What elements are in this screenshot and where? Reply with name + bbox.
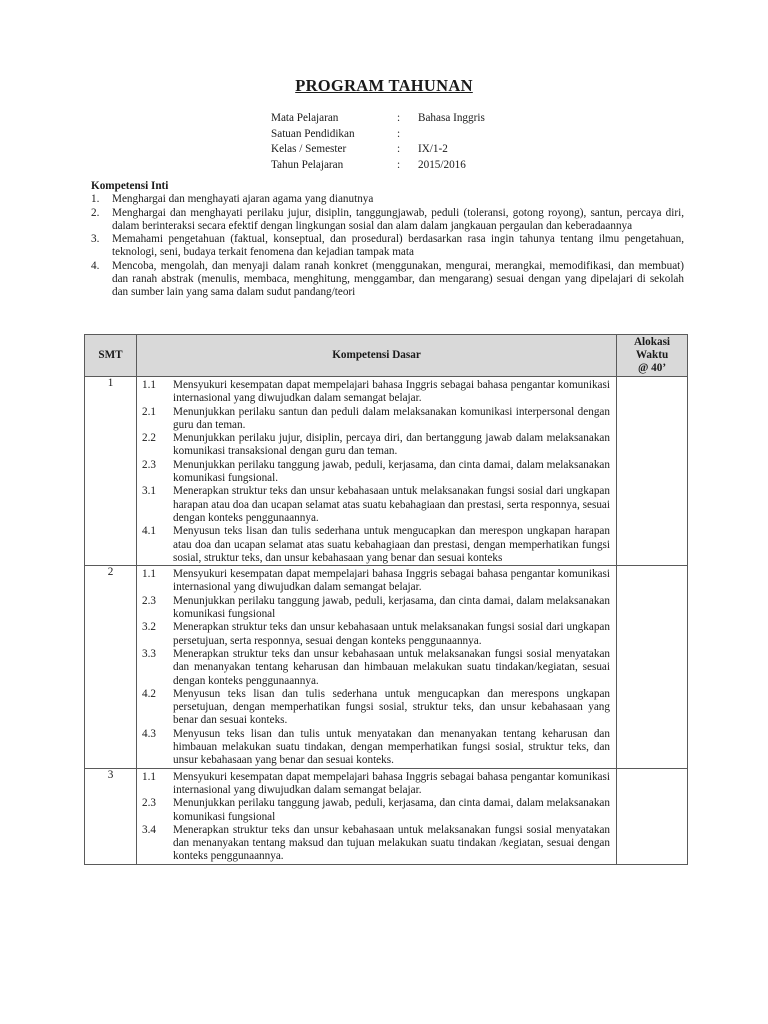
kd-cell [137, 566, 617, 768]
alokasi-cell [617, 377, 688, 566]
kd-code: 2.2 [142, 432, 156, 445]
table-row [85, 566, 688, 768]
list-text: Menghargai dan menghayati perilaku jujur, disiplin, tanggungjawab, peduli (toleransi, gotong royong), santun, percaya diri, dalam berinteraksi secara efektif dengan lingkungan sosial dan alam dalam jangkauan pergaulan dan keberadaannya [112, 206, 684, 232]
kd-code: 2.3 [142, 797, 156, 810]
meta-value: IX/1-2 [418, 143, 448, 155]
smt-cell: 1 [85, 377, 137, 566]
kompetensi-inti-item [91, 233, 684, 260]
meta-label: Tahun Pelajaran [271, 158, 344, 171]
kd-cell [137, 768, 617, 864]
kd-item [137, 648, 616, 688]
kd-text: Menunjukkan perilaku tanggung jawab, peduli, kerjasama, dan cinta damai, dalam melaksanakan komunikasi fungsional. [173, 458, 610, 485]
kd-code: 2.3 [142, 458, 156, 471]
kd-item [137, 485, 616, 525]
kd-text: Mensyukuri kesempatan dapat mempelajari bahasa Inggris sebagai bahasa pengantar komunikasi internasional yang diwujudkan dalam semangat belajar. [173, 379, 610, 405]
kd-code: 3.1 [142, 485, 156, 498]
kd-item [137, 621, 616, 648]
kd-code: 1.1 [142, 568, 156, 581]
kd-text: Menerapkan struktur teks dan unsur kebahasaan untuk melaksanakan fungsi sosial menyatakan dan menanyakan tentang maksud dan tujuan melakukan suatu tindakan /kegiatan, sesuai dengan konteks penggunaannya. [173, 823, 610, 863]
header-alokasi-line: Alokasi [633, 336, 671, 348]
list-text: Menghargai dan menghayati ajaran agama yang dianutnya [112, 193, 374, 206]
meta-label: Mata Pelajaran [271, 112, 339, 124]
kd-text: Mensyukuri kesempatan dapat mempelajari bahasa Inggris sebagai bahasa pengantar komunikasi internasional yang diwujudkan dalam semangat belajar. [173, 770, 610, 796]
meta-label: Kelas / Semester [271, 143, 347, 155]
alokasi-cell [617, 768, 688, 864]
kd-text: Mensyukuri kesempatan dapat mempelajari bahasa Inggris sebagai bahasa pengantar komunikasi internasional yang diwujudkan dalam semangat belajar. [173, 568, 610, 594]
list-text: Mencoba, mengolah, dan menyaji dalam ranah konkret (menggunakan, mengurai, merangkai, memodifikasi, dan membuat) dan ranah abstrak (menulis, membaca, menghitung, menggambar, dan mengarang) sesuai dengan yang dipelajari di sekolah dan sumber lain yang sama dalam sudut pandang/teori [112, 259, 684, 299]
list-number: 3. [91, 233, 100, 246]
kd-item [137, 379, 616, 406]
kd-text: Menyusun teks lisan dan tulis untuk menyatakan dan menanyakan tentang keharusan dan himbauan melakukan suatu tindakan, dengan memperhatikan fungsi sosial, struktur teks, dan unsur kebahasaan yang benar dan sesuai konteks. [173, 727, 610, 767]
smt-cell: 2 [85, 566, 137, 768]
kd-item [137, 797, 616, 824]
kd-text: Menunjukkan perilaku jujur, disiplin, percaya diri, dan bertanggung jawab dalam melaksanakan komunikasi transaksional dengan guru dan teman. [173, 432, 610, 458]
list-number: 1. [91, 193, 100, 206]
kd-item [137, 432, 616, 459]
kd-cell [137, 377, 617, 566]
kd-code: 3.3 [142, 647, 156, 660]
kd-code: 2.3 [142, 594, 156, 607]
kompetensi-dasar-table [84, 334, 688, 865]
kd-item [137, 525, 616, 565]
kompetensi-inti-item [91, 260, 684, 300]
kd-item [137, 595, 616, 622]
document-title: PROGRAM TAHUNAN [295, 76, 473, 95]
kompetensi-inti-item [91, 207, 684, 234]
meta-row-kelas-semester [271, 143, 571, 159]
kd-text: Menyusun teks lisan dan tulis sederhana untuk mengucapkan dan merespon ungkapan harapan atau doa dan ucapan selamat atas suatu kebahagiaan dan prestasi, dengan memperhatikan fungsi sosial, struktur teks, dan unsur kebahasaan yang benar dan sesuai konteks [173, 525, 610, 564]
document-meta [271, 112, 571, 174]
header-alokasi-waktu [617, 335, 688, 377]
kd-code: 4.2 [142, 687, 156, 700]
header-kompetensi-dasar: Kompetensi Dasar [137, 335, 617, 377]
smt-cell: 3 [85, 768, 137, 864]
kd-item [137, 728, 616, 768]
meta-separator: : [397, 112, 401, 124]
kd-text: Menyusun teks lisan dan tulis sederhana untuk mengucapkan dan merespons ungkapan persetujuan, dengan memperhatikan fungsi sosial, struktur teks, dan unsur kebahasaan yang benar dan sesuai konteks. [173, 687, 610, 727]
kd-code: 1.1 [142, 770, 156, 783]
alokasi-cell [617, 566, 688, 768]
meta-row-tahun-pelajaran [271, 159, 571, 175]
kd-item [137, 824, 616, 864]
kd-item [137, 688, 616, 728]
kd-code: 4.3 [142, 727, 156, 740]
kd-item [137, 459, 616, 486]
table-row [85, 377, 688, 566]
kd-item [137, 771, 616, 798]
kompetensi-inti-heading: Kompetensi Inti [91, 180, 169, 192]
kd-code: 2.1 [142, 405, 156, 418]
meta-row-satuan-pendidikan [271, 128, 571, 144]
meta-row-mata-pelajaran [271, 112, 571, 128]
header-alokasi-line: Waktu [635, 349, 669, 361]
table-row [85, 768, 688, 864]
meta-value: Bahasa Inggris [418, 112, 485, 124]
kd-text: Menerapkan struktur teks dan unsur kebahasaan untuk melaksanakan fungsi sosial menyatakan dan menanyakan tentang keharusan dan himbauan melakukan suatu tindakan/kegiatan, sesuai dengan konteks penggunaannya. [173, 647, 610, 687]
kd-item [137, 406, 616, 433]
list-number: 2. [91, 206, 100, 219]
kompetensi-inti [91, 180, 684, 300]
kd-text: Menunjukkan perilaku tanggung jawab, peduli, kerjasama, dan cinta damai, dalam melaksanakan komunikasi fungsional [173, 797, 610, 823]
list-number: 4. [91, 259, 100, 272]
meta-separator: : [397, 143, 401, 155]
kd-text: Menunjukkan perilaku santun dan peduli dalam melaksanakan komunikasi interpersonal dengan guru dan teman. [173, 405, 610, 431]
kd-code: 3.4 [142, 823, 156, 836]
kd-code: 1.1 [142, 379, 156, 391]
kd-text: Menunjukkan perilaku tanggung jawab, peduli, kerjasama, dan cinta damai, dalam melaksanakan komunikasi fungsional [173, 594, 610, 621]
kd-code: 4.1 [142, 525, 156, 538]
kompetensi-inti-item [91, 193, 684, 206]
kd-text: Menerapkan struktur teks dan unsur kebahasaan untuk melaksanakan fungsi sosial dari ungkapan harapan atau doa dan ucapan selamat atas suatu kebahagiaan dan prestasi, serta responnya, sesuai dengan konteks penggunaannya. [173, 485, 610, 524]
list-text: Memahami pengetahuan (faktual, konseptual, dan prosedural) berdasarkan rasa ingin tahunya tentang ilmu pengetahuan, teknologi, seni, budaya terkait fenomena dan kejadian tampak mata [112, 233, 684, 259]
header-smt: SMT [85, 335, 137, 377]
meta-value: 2015/2016 [418, 158, 466, 171]
kd-code: 3.2 [142, 621, 156, 634]
kd-item [137, 568, 616, 595]
kd-text: Menerapkan struktur teks dan unsur kebahasaan untuk melaksanakan fungsi sosial dari ungkapan persetujuan, serta responnya, sesuai dengan konteks penggunaannya. [173, 621, 610, 647]
meta-label: Satuan Pendidikan [271, 127, 355, 140]
header-alokasi-line: @ 40’ [637, 362, 667, 374]
meta-separator: : [397, 127, 401, 140]
meta-separator: : [397, 158, 401, 171]
